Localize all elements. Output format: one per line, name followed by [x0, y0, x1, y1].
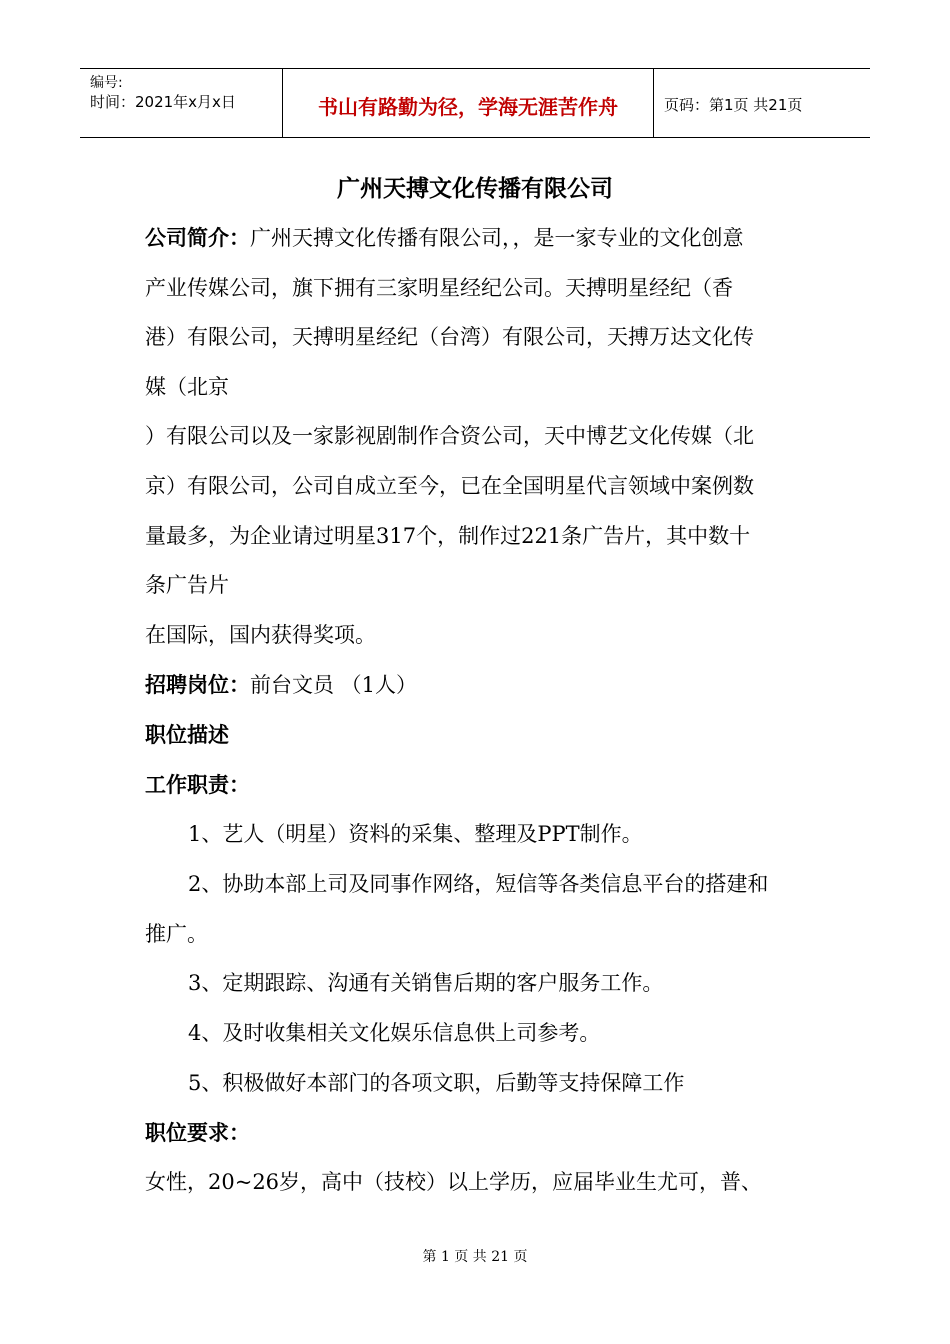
duty-item: 1、艺人（明星）资料的采集、整理及PPT制作。	[188, 822, 643, 846]
requirements-heading: 职位要求：	[145, 1121, 250, 1145]
intro-label: 公司简介：	[145, 226, 250, 250]
intro-line	[145, 222, 744, 252]
duty-item: 3、定期跟踪、沟通有关销售后期的客户服务工作。	[188, 971, 664, 995]
document-date: 时间：2021年x月x日	[90, 93, 236, 111]
intro-line: 量最多，为企业请过明星317个，制作过221条广告片，其中数十	[145, 524, 751, 548]
job-description-heading: 职位描述	[145, 723, 229, 747]
position-value: 前台文员 （1人）	[250, 673, 418, 697]
page-title: 广州天搏文化传播有限公司	[337, 176, 613, 202]
duties-heading: 工作职责：	[145, 773, 250, 797]
position-label: 招聘岗位：	[145, 673, 250, 697]
header-page-code: 页码：第1页 共21页	[664, 96, 803, 114]
duty-item: 2、协助本部上司及同事作网络，短信等各类信息平台的搭建和	[188, 872, 769, 896]
requirements-line: 女性，20~26岁，高中（技校）以上学历，应届毕业生尤可，普、	[145, 1170, 763, 1194]
header-table	[80, 68, 870, 138]
intro-line: 港）有限公司，天搏明星经纪（台湾）有限公司，天搏万达文化传	[145, 325, 754, 349]
duty-item-continuation: 推广。	[145, 922, 208, 946]
header-motto: 书山有路勤为径，学海无涯苦作舟	[318, 95, 618, 119]
intro-line: 产业传媒公司，旗下拥有三家明星经纪公司。天搏明星经纪（香	[145, 276, 733, 300]
document-number: 编号:	[90, 75, 123, 91]
header-center-cell	[283, 69, 654, 137]
intro-line: 条广告片	[145, 573, 229, 597]
intro-line: 京）有限公司，公司自成立至今，已在全国明星代言领域中案例数	[145, 474, 754, 498]
header-right-cell	[654, 69, 870, 137]
intro-line: 媒（北京	[145, 375, 229, 399]
duty-item: 4、及时收集相关文化娱乐信息供上司参考。	[188, 1021, 601, 1045]
duty-item: 5、积极做好本部门的各项文职，后勤等支持保障工作	[188, 1071, 685, 1095]
intro-line: ）有限公司以及一家影视剧制作合资公司，天中博艺文化传媒（北	[145, 424, 754, 448]
header-left-cell	[80, 69, 283, 137]
position-line	[145, 669, 417, 699]
intro-text: 广州天搏文化传播有限公司，，是一家专业的文化创意	[250, 226, 744, 250]
page-footer: 第 1 页 共 21 页	[422, 1249, 528, 1265]
intro-line: 在国际，国内获得奖项。	[145, 623, 376, 647]
